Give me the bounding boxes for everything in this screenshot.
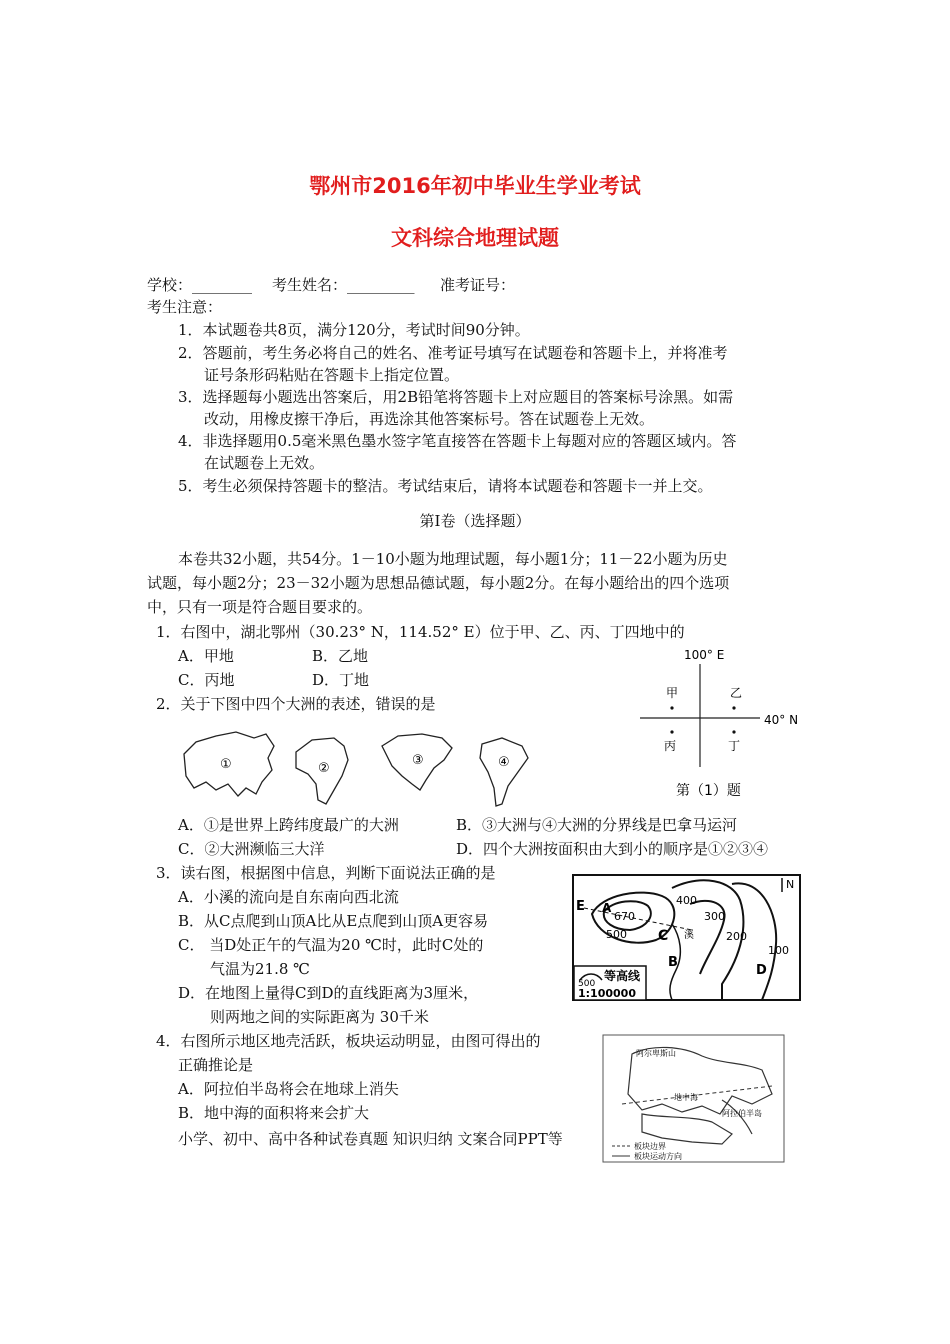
notice-1: 1．本试题卷共8页，满分120分，考试时间90分钟。 (178, 321, 530, 339)
legend-plate-boundary: 板块边界 (634, 1142, 666, 1151)
lon-label: 100° E (684, 648, 725, 662)
contour-label-300: 300 (704, 910, 725, 923)
peak-a-label: A (602, 901, 612, 915)
point-c-label: C (658, 928, 669, 944)
point-b-label: B (668, 955, 678, 970)
q3-option-c: C． 当D处正午的气温为20 ℃时，此时C处的 (178, 936, 484, 954)
q3-option-d-cont: 则两地之间的实际距离为 30千米 (210, 1008, 429, 1026)
alps-label: 阿尔卑斯山 (636, 1049, 676, 1058)
q3-option-c-cont: 气温为21.8 ℃ (210, 960, 310, 978)
q3-stem: 3．读右图，根据图中信息，判断下面说法正确的是 (156, 864, 496, 882)
q4-option-a: A．阿拉伯半岛将会在地球上消失 (178, 1080, 399, 1098)
point-e-label: E (576, 899, 585, 914)
point-bing (670, 730, 673, 733)
map-scale: 1:100000 (578, 987, 636, 1000)
place-ding: 丁 (728, 739, 741, 753)
peak-elevation: 670 (614, 910, 635, 923)
legend-contour-value: 500 (578, 979, 596, 989)
q3-option-b: B．从C点爬到山顶A比从E点爬到山顶A更容易 (178, 912, 489, 930)
exam-subtitle: 文科综合地理试题 (391, 226, 559, 250)
place-yi: 乙 (730, 686, 743, 700)
notice-3-cont: 改动，用橡皮擦干净后，再选涂其他答案标号。答在试题卷上无效。 (204, 410, 655, 428)
intro-line-3: 中，只有一项是符合题目要求的。 (147, 598, 373, 616)
continent-south-america (480, 738, 528, 806)
contour-label-200: 200 (726, 930, 747, 943)
point-yi (732, 706, 735, 709)
exam-id-field: 准考证号： (440, 276, 516, 294)
q1-caption: 第（1）题 (676, 783, 741, 799)
contour-label-400: 400 (676, 894, 697, 907)
footer-promo: 小学、初中、高中各种试卷真题 知识归纳 文案合同PPT等 (178, 1130, 563, 1148)
contour-label-100: 100 (768, 944, 789, 957)
point-jia (670, 706, 673, 709)
place-bing: 丙 (664, 739, 677, 753)
notice-5: 5．考生必须保持答题卡的整洁。考试结束后，请将本试题卷和答题卡一并上交。 (178, 477, 713, 495)
notice-3: 3．选择题每小题选出答案后，用2B铅笔将答题卡上对应题目的答案标号涂黑。如需 (178, 388, 734, 406)
q2-continents-figure (176, 724, 556, 814)
notice-4-cont: 在试题卷上无效。 (204, 454, 325, 472)
student-name-field: 考生姓名：_________ (272, 276, 415, 294)
continent-mark-1: ① (220, 757, 232, 772)
q1-option-d: D．丁地 (312, 671, 370, 689)
section-heading: 第Ⅰ卷（选择题） (419, 512, 531, 530)
north-label: N (786, 878, 795, 891)
mediterranean-label: 地中海 (674, 1093, 698, 1102)
contour-label-500: 500 (606, 928, 627, 941)
q2-stem: 2．关于下图中四个大洲的表述，错误的是 (156, 695, 436, 713)
q2-option-d: D．四个大洲按面积由大到小的顺序是①②③④ (456, 840, 769, 858)
q4-stem-cont: 正确推论是 (178, 1056, 254, 1074)
q2-option-b: B．③大洲与④大洲的分界线是巴拿马运河 (456, 816, 738, 834)
q3-option-d: D．在地图上量得C到D的直线距离为3厘米， (178, 984, 479, 1002)
point-d-label: D (756, 963, 767, 978)
notice-2-cont: 证号条形码粘贴在答题卡上指定位置。 (204, 366, 460, 384)
continent-mark-4: ④ (498, 755, 510, 770)
legend-contour-label: 等高线 (604, 969, 641, 983)
intro-line-2: 试题，每小题2分；23－32小题为思想品德试题，每小题2分。在每小题给出的四个选项 (147, 574, 730, 592)
notice-2: 2．答题前，考生务必将自己的姓名、准考证号填写在试题卷和答题卡上，并将准考 (178, 344, 728, 362)
exam-title: 鄂州市2016年初中毕业生学业考试 (309, 174, 641, 198)
notice-4: 4．非选择题用0.5毫米黑色墨水签字笔直接答在答题卡上每题对应的答题区域内。答 (178, 432, 737, 450)
q4-stem: 4．右图所示地区地壳活跃，板块运动明显，由图可得出的 (156, 1032, 541, 1050)
q1-lat-lon-grid (630, 642, 810, 807)
q4-option-b: B．地中海的面积将来会扩大 (178, 1104, 370, 1122)
legend-plate-motion: 板块运动方向 (634, 1152, 682, 1161)
place-jia: 甲 (666, 686, 679, 700)
intro-line-1: 本卷共32小题，共54分。1－10小题为地理试题，每小题1分；11－22小题为历史 (178, 550, 728, 568)
q3-contour-map (572, 874, 802, 1002)
lat-label: 40° N (764, 713, 799, 727)
continent-mark-2: ② (318, 761, 330, 776)
stream-label: 溪 (684, 930, 694, 941)
school-field: 学校：________ (147, 276, 253, 294)
q1-option-b: B．乙地 (312, 647, 369, 665)
q3-option-a: A．小溪的流向是自东南向西北流 (178, 888, 399, 906)
point-ding (732, 730, 735, 733)
q2-option-a: A．①是世界上跨纬度最广的大洲 (178, 816, 399, 834)
notice-heading: 考生注意： (147, 298, 223, 316)
q2-option-c: C．②大洲濒临三大洋 (178, 840, 325, 858)
continent-mark-3: ③ (412, 753, 424, 768)
q4-plate-map (602, 1034, 786, 1164)
q1-stem: 1．右图中，湖北鄂州（30.23° N，114.52° E）位于甲、乙、丙、丁四地中的 (156, 623, 685, 641)
q1-option-a: A．甲地 (178, 647, 234, 665)
q1-option-c: C．丙地 (178, 671, 235, 689)
arabian-peninsula-label: 阿拉伯半岛 (722, 1109, 762, 1118)
